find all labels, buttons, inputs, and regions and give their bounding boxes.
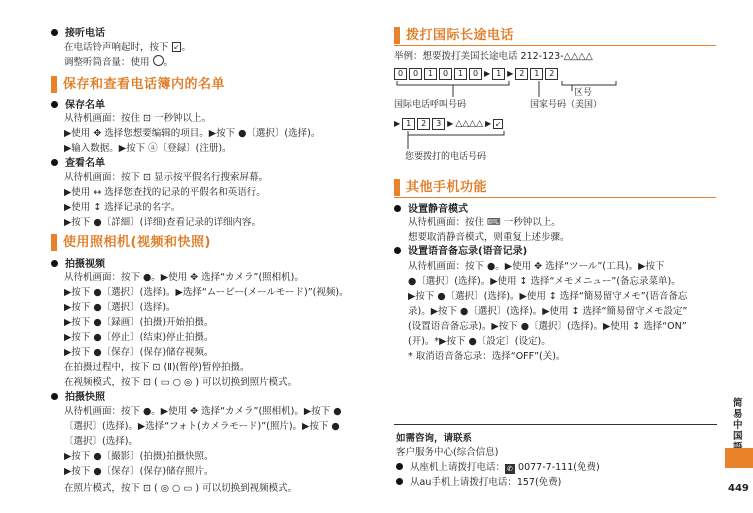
video-line-1: 从待机画面：按下 ●。▶使用 ✥ 选择“カメラ”(照相机)。 [64,272,304,283]
video-title: 拍摄视频 [51,258,105,272]
video-line-3: ▶按下 ●〔選択〕(选择)。 [64,302,176,313]
video-line-8: 在视频模式，按下 ⊡ ( ▭ ○ ◎ ) 可以切换到照片模式。 [64,377,298,388]
answer-call-title: 接听电话 [51,27,105,41]
video-line-2: ▶按下 ●〔選択〕(选择)。▶选择“ムービー(メールモード)”(视频)。 [64,287,349,298]
contact-line-2: 从au手机上请拨打电话：157(免费) [396,476,561,490]
photo-line-6: 在照片模式，按下 ⊡ ( ◎ ○ ▭ ) 可以切换到视频模式。 [64,483,298,494]
photo-line-1: 从待机画面：按下 ●。▶使用 ✥ 选择“カメラ”(照相机)。▶按下 ● [64,406,342,417]
memo-note: * 取消语音备忘录：选择“OFF”(关)。 [408,351,566,362]
contact-title: 如需咨询，请联系 [396,433,473,444]
arrow-icon: ▶ [484,69,491,78]
silent-line-2: 想要取消静音模式，则重复上述步骤。 [408,232,570,243]
arrow-icon: ▶ [447,119,454,128]
label-country: 国家号码（美国） [530,100,603,110]
digit: 2 [545,68,558,80]
memo-line-1: 从待机画面：按下 ●。▶使用 ✥ 选择“ツール”(工具)。▶按下 [408,261,665,272]
save-line-1: 从待机画面：按住 ⊡ 一秒钟以上。 [64,113,211,124]
save-line-2: ▶使用 ✥ 选择您想要编辑的项目。▶按下 ●〔選択〕(选择)。 [64,128,321,139]
video-line-6: ▶按下 ●〔保存〕(保存)储存视频。 [64,347,214,358]
label-local: 您要拨打的电话号码 [405,152,487,162]
memo-line-4: 录)。▶按下 ●〔選択〕(选择)。▶使用 ↕ 选择“簡易留守メモ設定” [408,306,688,317]
page-number: 449 [728,483,749,494]
digit: 1 [424,68,437,80]
arrow-icon: ▶ [394,119,401,128]
save-name-title: 保存名单 [51,99,105,113]
camera-heading: 使用照相机(视频和快照) [51,233,351,252]
contact-line-1: 从座机上请拨打电话： ✆ 0077-7-111(免费) [396,461,600,475]
label-prefix: 国际电话呼叫号码 [394,100,467,110]
video-line-7: 在拍摄过程中，按下 ⊡ (Ⅱ)(暂停)暂停拍摄。 [64,362,250,373]
arrow-icon: ▶ [485,119,492,128]
arrow-icon: ▶ [507,69,514,78]
digit: 0 [394,68,407,80]
silent-title: 设置静音模式 [394,203,468,217]
side-tab [725,448,753,468]
other-heading: 其他手机功能 [394,178,716,198]
digit: 1 [454,68,467,80]
view-line-4: ▶按下 ●〔詳細〕(详细)查看记录的详细内容。 [64,217,262,228]
digit: 0 [409,68,422,80]
photo-line-2: 〔選択〕(选择)。▶选择“フォト(カメラモード)”(照片)。▶按下 ● [64,421,340,432]
intl-example: 举例：想要拨打美国长途电话 212-123-△△△△ [394,51,593,62]
digit: 0 [469,68,482,80]
memo-line-3: ▶按下 ●〔選択〕(选择)。▶使用 ↕ 选择“簡易留守メモ”(语音备忘 [408,291,688,302]
video-line-5: ▶按下 ●〔停止〕(结束)停止拍摄。 [64,332,214,343]
silent-line-1: 从待机画面：按住 ⌨ 一秒钟以上。 [408,217,561,228]
call-key-icon: ↙ [495,120,502,128]
side-label: 简易中国 [733,398,743,442]
phonebook-heading: 保存和查看电话簿内的名单 [51,75,351,94]
digit: 1 [530,68,543,80]
label-area: 区号 [574,88,593,98]
digit: 1 [402,118,415,130]
digit: 3 [432,118,445,130]
photo-line-5: ▶按下 ●〔保存〕(保存)储存照片。 [64,466,214,477]
view-line-3: ▶使用 ↕ 选择记录的名字。 [64,202,181,213]
memo-title: 设置语音备忘录(语音记录) [394,245,527,259]
freecall-icon: ✆ [505,464,515,474]
view-line-1: 从待机画面：按下 ⊡ 显示按平假名行搜索屏幕。 [64,172,269,183]
answer-call-line2: 调整听筒音量：使用 。 [64,57,174,68]
digit: 1 [492,68,505,80]
local-tail: △△△△ [455,119,483,129]
photo-line-4: ▶按下 ●〔撮影〕(拍摄)拍摄快照。 [64,451,214,462]
updown-key-icon [153,55,164,66]
intl-heading: 拨打国际长途电话 [394,26,716,46]
photo-line-3: 〔選択〕(选择)。 [64,436,138,447]
view-line-2: ▶使用 ↔ 选择您查找的记录的平假名和英语行。 [64,187,266,198]
contact-sub: 客户服务中心(综合信息) [396,447,499,458]
memo-line-6: (开)。*▶按下 ●〔設定〕(设定)。 [408,336,551,347]
answer-call-line1: 在电话铃声响起时，按下 ↙ 。 [64,42,191,53]
memo-line-2: ●〔選択〕(选择)。▶使用 ↕ 选择“メモメニュー”(备忘录菜单)。 [408,276,681,287]
photo-title: 拍摄快照 [51,391,105,405]
digit: 2 [515,68,528,80]
video-line-4: ▶按下 ●〔録画〕(拍摄)开始拍摄。 [64,317,214,328]
view-name-title: 查看名单 [51,157,105,171]
call-key-icon: ↙ [173,43,180,51]
digit: 2 [417,118,430,130]
save-line-3: ▶输入数据。▶按下 ⓐ〔登録〕(注册)。 [64,143,232,154]
memo-line-5: (设置语音备忘录)。▶按下 ●〔選択〕(选择)。▶使用 ↕ 选择“ON” [408,321,687,332]
digit: 0 [439,68,452,80]
